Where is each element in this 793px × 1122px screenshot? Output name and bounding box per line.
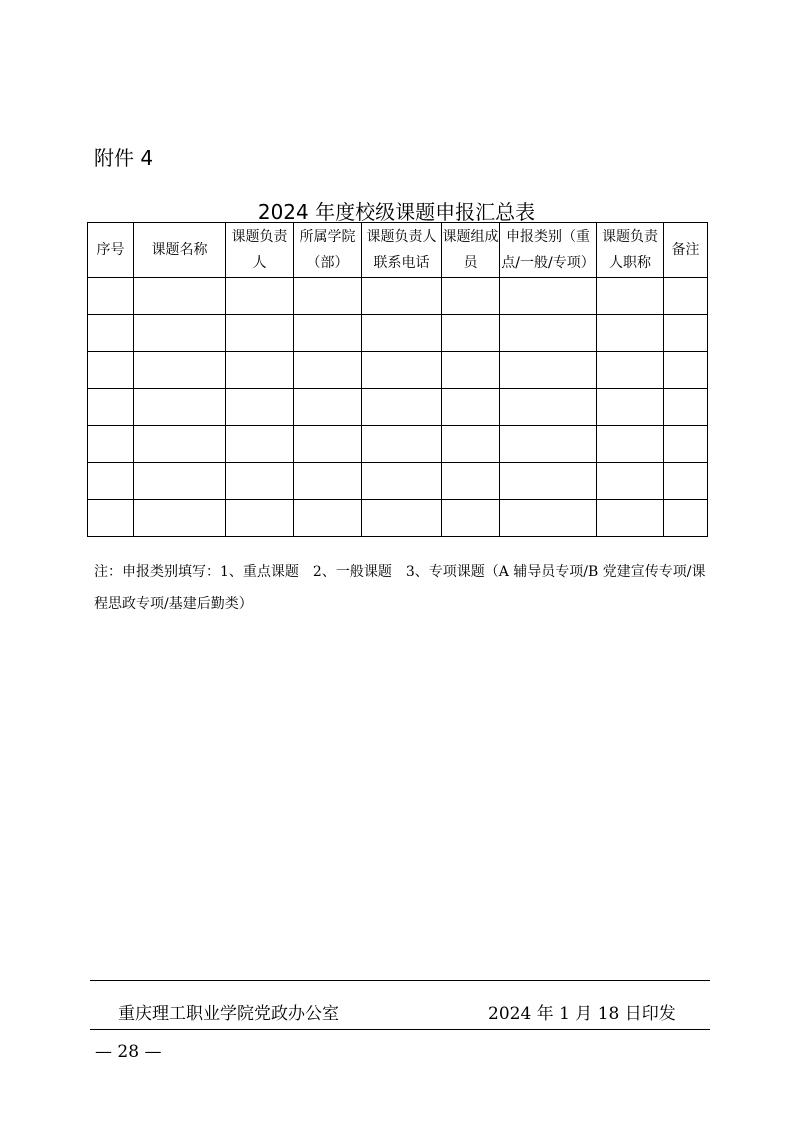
issue-date: 2024 年 1 月 18 日印发 — [488, 1004, 676, 1024]
table-cell — [664, 426, 708, 463]
table-cell — [226, 278, 294, 315]
table-cell — [226, 463, 294, 500]
table-cell — [442, 352, 500, 389]
table-cell — [226, 426, 294, 463]
table-cell — [134, 315, 226, 352]
table-cell — [500, 278, 597, 315]
table-cell — [294, 463, 362, 500]
table-cell — [500, 315, 597, 352]
table-cell — [442, 463, 500, 500]
table-cell — [134, 463, 226, 500]
table-cell — [500, 500, 597, 537]
table-cell — [88, 389, 134, 426]
header-category: 申报类别（重点/一般/专项） — [500, 223, 597, 278]
header-college: 所属学院（部） — [294, 223, 362, 278]
table-cell — [226, 352, 294, 389]
table-cell — [134, 352, 226, 389]
header-project-name: 课题名称 — [134, 223, 226, 278]
table-cell — [88, 463, 134, 500]
table-cell — [294, 426, 362, 463]
table-row — [88, 500, 708, 537]
table-cell — [597, 500, 664, 537]
header-leader-title: 课题负责人职称 — [597, 223, 664, 278]
table-row — [88, 389, 708, 426]
table-row — [88, 278, 708, 315]
table-cell — [226, 389, 294, 426]
table-cell — [362, 315, 442, 352]
footer-top-rule — [90, 980, 710, 981]
table-cell — [597, 278, 664, 315]
table-cell — [134, 426, 226, 463]
table-cell — [442, 315, 500, 352]
table-cell — [442, 500, 500, 537]
table-cell — [664, 278, 708, 315]
table-cell — [88, 426, 134, 463]
table-cell — [664, 315, 708, 352]
table-row — [88, 463, 708, 500]
table-cell — [294, 315, 362, 352]
table-cell — [597, 463, 664, 500]
table-cell — [88, 352, 134, 389]
table-cell — [294, 389, 362, 426]
table-cell — [362, 389, 442, 426]
table-cell — [664, 389, 708, 426]
table-cell — [294, 500, 362, 537]
issuing-office: 重庆理工职业学院党政办公室 — [118, 1004, 339, 1024]
table-note: 注：申报类别填写：1、重点课题 2、一般课题 3、专项课题（A 辅导员专项/B 党建宣传专项/课程思政专项/基建后勤类） — [94, 564, 706, 612]
table-header-row — [88, 223, 708, 278]
table-cell — [134, 500, 226, 537]
header-remarks: 备注 — [664, 223, 708, 278]
table-cell — [362, 500, 442, 537]
table-cell — [597, 389, 664, 426]
attachment-label: 附件 4 — [94, 146, 154, 170]
table-cell — [597, 315, 664, 352]
table-cell — [362, 278, 442, 315]
table-cell — [442, 389, 500, 426]
table-row — [88, 426, 708, 463]
header-project-leader: 课题负责人 — [226, 223, 294, 278]
table-cell — [442, 426, 500, 463]
table-cell — [362, 352, 442, 389]
table-cell — [226, 500, 294, 537]
table-cell — [226, 315, 294, 352]
table-cell — [294, 278, 362, 315]
table-cell — [500, 352, 597, 389]
table-cell — [362, 426, 442, 463]
footer-bottom-rule — [90, 1029, 710, 1030]
table-cell — [88, 315, 134, 352]
table-cell — [664, 463, 708, 500]
table-cell — [597, 426, 664, 463]
table-cell — [134, 278, 226, 315]
table-cell — [362, 463, 442, 500]
summary-table — [87, 222, 708, 537]
table-row — [88, 315, 708, 352]
header-index: 序号 — [88, 223, 134, 278]
table-cell — [597, 352, 664, 389]
table-cell — [88, 278, 134, 315]
table-cell — [442, 278, 500, 315]
table-cell — [500, 463, 597, 500]
header-leader-phone: 课题负责人联系电话 — [362, 223, 442, 278]
table-title: 2024 年度校级课题申报汇总表 — [257, 200, 536, 224]
table-cell — [500, 389, 597, 426]
table-cell — [88, 500, 134, 537]
table-cell — [664, 352, 708, 389]
table-cell — [134, 389, 226, 426]
table-cell — [294, 352, 362, 389]
table-cell — [664, 500, 708, 537]
page-number: — 28 — — [95, 1042, 162, 1062]
table-cell — [500, 426, 597, 463]
header-members: 课题组成员 — [442, 223, 500, 278]
table-row — [88, 352, 708, 389]
